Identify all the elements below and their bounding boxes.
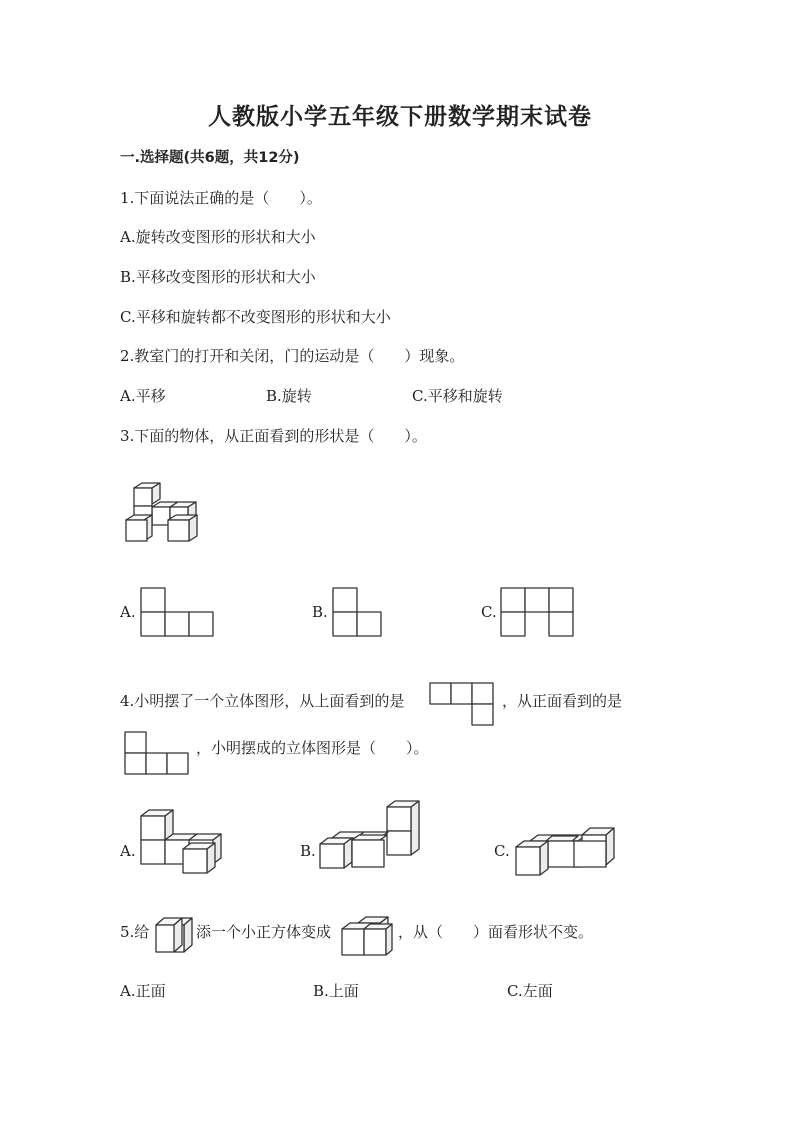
q3-option-a-figure[interactable] bbox=[140, 587, 216, 639]
q5-option-a[interactable]: A.正面 bbox=[120, 982, 166, 1000]
q5-option-b[interactable]: B.上面 bbox=[313, 982, 359, 1000]
q4-option-a-figure[interactable] bbox=[138, 806, 230, 878]
q3-option-b-figure[interactable] bbox=[332, 587, 384, 639]
page-title: 人教版小学五年级下册数学期末试卷 bbox=[208, 104, 592, 130]
q3-option-a-label[interactable]: A. bbox=[120, 603, 136, 621]
q1-option-a[interactable]: A.旋转改变图形的形状和大小 bbox=[120, 228, 316, 246]
q5-stem-part3: ，从（ ）面看形状不变。 bbox=[398, 923, 594, 941]
q4-front-view-figure bbox=[124, 731, 192, 777]
q3-solid-figure bbox=[120, 480, 210, 545]
q3-stem: 3.下面的物体，从正面看到的形状是（ ）。 bbox=[120, 427, 427, 445]
q2-option-a[interactable]: A.平移 bbox=[120, 387, 166, 405]
q1-stem: 1.下面说法正确的是（ ）。 bbox=[120, 189, 322, 207]
q4-option-b-figure[interactable] bbox=[318, 798, 426, 870]
q3-option-b-label[interactable]: B. bbox=[312, 603, 328, 621]
q5-option-c[interactable]: C.左面 bbox=[507, 982, 553, 1000]
q4-top-view-figure bbox=[429, 682, 499, 728]
q3-option-c-label[interactable]: C. bbox=[481, 603, 497, 621]
q1-option-c[interactable]: C.平移和旋转都不改变图形的形状和大小 bbox=[120, 308, 391, 326]
q1-option-b[interactable]: B.平移改变图形的形状和大小 bbox=[120, 268, 316, 286]
section-heading: 一.选择题(共6题，共12分) bbox=[120, 150, 300, 166]
q5-original-figure bbox=[154, 915, 194, 955]
q4-stem-part3: ，小明摆成的立体图形是（ ）。 bbox=[196, 739, 429, 757]
q2-option-b[interactable]: B.旋转 bbox=[266, 387, 312, 405]
q4-stem-part2: ，从正面看到的是 bbox=[502, 692, 623, 710]
q3-option-c-figure[interactable] bbox=[500, 587, 578, 639]
q5-stem-part2: 添一个小正方体变成 bbox=[196, 923, 332, 941]
q4-option-b-label[interactable]: B. bbox=[300, 842, 316, 860]
q4-stem-part1: 4.小明摆了一个立体图形，从上面看到的是 bbox=[120, 692, 405, 710]
q4-option-a-label[interactable]: A. bbox=[120, 842, 136, 860]
q2-stem: 2.教室门的打开和关闭，门的运动是（ ）现象。 bbox=[120, 347, 465, 365]
q2-option-c[interactable]: C.平移和旋转 bbox=[412, 387, 503, 405]
q5-stem-part1: 5.给 bbox=[120, 923, 150, 941]
q4-option-c-label[interactable]: C. bbox=[494, 842, 510, 860]
q5-new-figure bbox=[340, 915, 396, 959]
q4-option-c-figure[interactable] bbox=[514, 823, 624, 879]
